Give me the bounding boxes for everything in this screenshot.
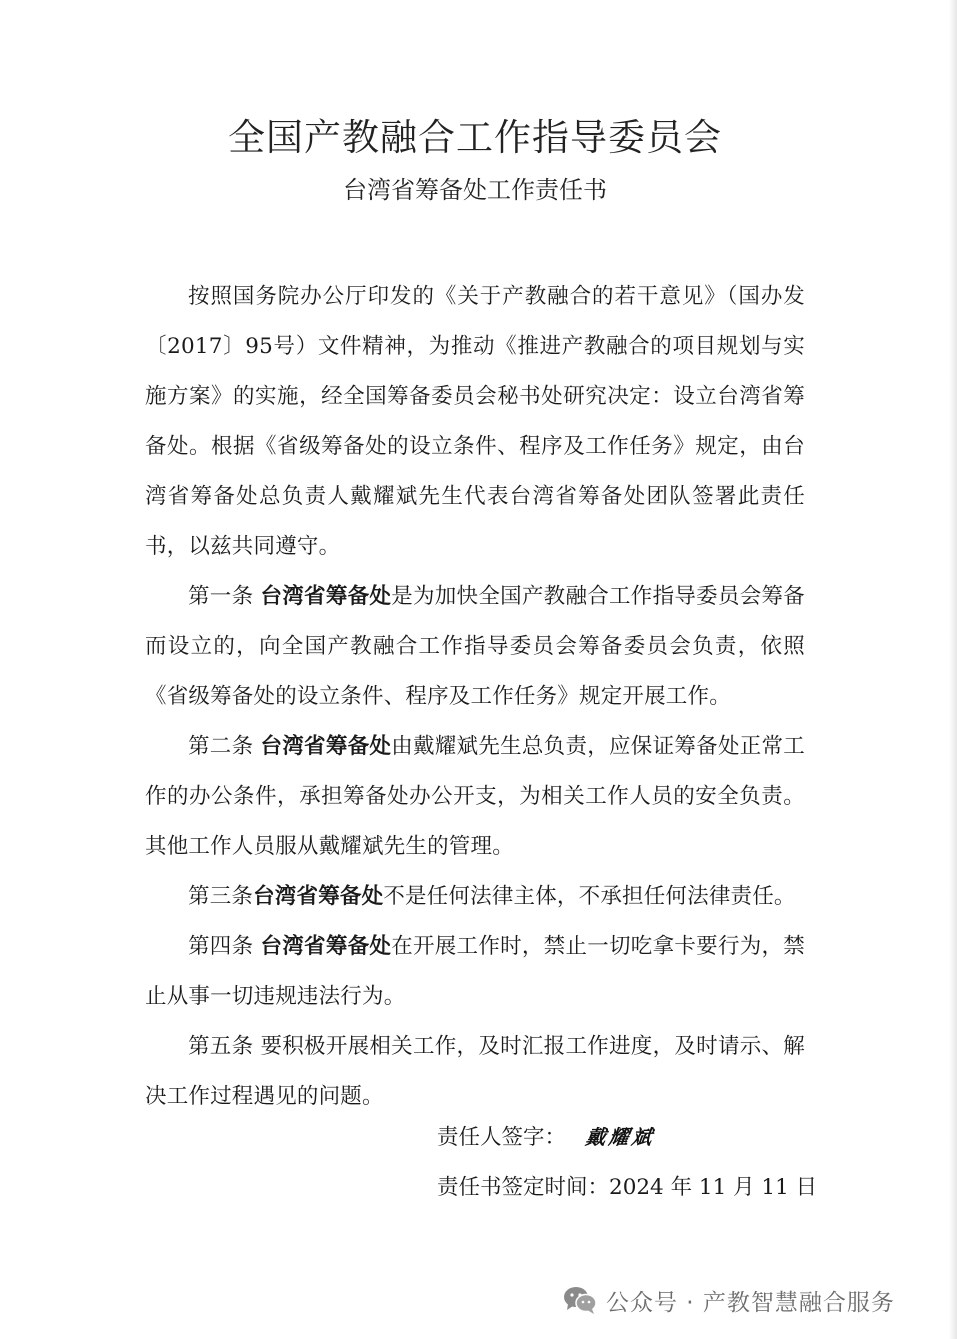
page-edge	[949, 0, 957, 1339]
date-label: 责任书签定时间：	[437, 1175, 610, 1200]
date-row	[437, 1163, 817, 1213]
intro-paragraph	[145, 272, 805, 572]
handwritten-signature: 戴耀斌	[584, 1125, 657, 1149]
article-subject: 台湾省筹备处	[260, 734, 392, 759]
article-1	[145, 572, 805, 722]
article-number: 第二条	[188, 734, 261, 759]
article-3	[145, 872, 805, 922]
article-number: 第一条	[188, 584, 261, 609]
document-title: 全国产教融合工作指导委员会	[228, 116, 722, 159]
article-number: 第四条	[188, 934, 261, 959]
article-2	[145, 722, 805, 872]
article-5	[145, 1022, 805, 1122]
document-subtitle: 台湾省筹备处工作责任书	[343, 176, 607, 204]
document-page	[145, 108, 805, 1122]
article-subject: 台湾省筹备处	[260, 934, 392, 959]
wechat-watermark	[562, 1282, 895, 1318]
article-text: 是为加快全国产教融合工作指导委员会筹备而设立的，向全国产教融合工作指导委员会筹备委员会负责，依照《省级筹备处的设立条件、程序及工作任务》规定开展工作。	[145, 584, 805, 709]
date-value: 2024 年 11 月 11 日	[609, 1175, 818, 1200]
signature-label: 责任人签字：	[437, 1125, 567, 1150]
article-number: 第三条	[188, 884, 254, 909]
article-text: 由戴耀斌先生总负责，应保证筹备处正常工作的办公条件，承担筹备处办公开支，为相关工作人员的安全负责。其他工作人员服从戴耀斌先生的管理。	[145, 734, 805, 859]
article-text: 在开展工作时，禁止一切吃拿卡要行为，禁止从事一切违规违法行为。	[145, 934, 805, 1009]
article-text: 不是任何法律主体，不承担任何法律责任。	[383, 884, 796, 909]
paragraph-text: 按照国务院办公厅印发的《关于产教融合的若干意见》（国办发〔2017〕95号）文件精神，为推动《推进产教融合的项目规划与实施方案》的实施，经全国筹备委员会秘书处研究决定：设立台湾省筹备处。根据《省级筹备处的设立条件、程序及工作任务》规定，由台湾省筹备处总负责人戴耀斌先生代表台湾省筹备处团队签署此责任书，以兹共同遵守。	[145, 284, 805, 559]
article-number: 第五条	[188, 1034, 261, 1059]
article-subject: 台湾省筹备处	[260, 584, 392, 609]
article-subject: 台湾省筹备处	[253, 884, 384, 909]
article-text: 要积极开展相关工作，及时汇报工作进度，及时请示、解决工作过程遇见的问题。	[145, 1034, 805, 1109]
signature-row	[437, 1113, 655, 1163]
wechat-icon	[562, 1285, 598, 1315]
document-body	[145, 272, 805, 1122]
article-4	[145, 922, 805, 1022]
watermark-text: 公众号 · 产教智慧融合服务	[606, 1289, 895, 1316]
